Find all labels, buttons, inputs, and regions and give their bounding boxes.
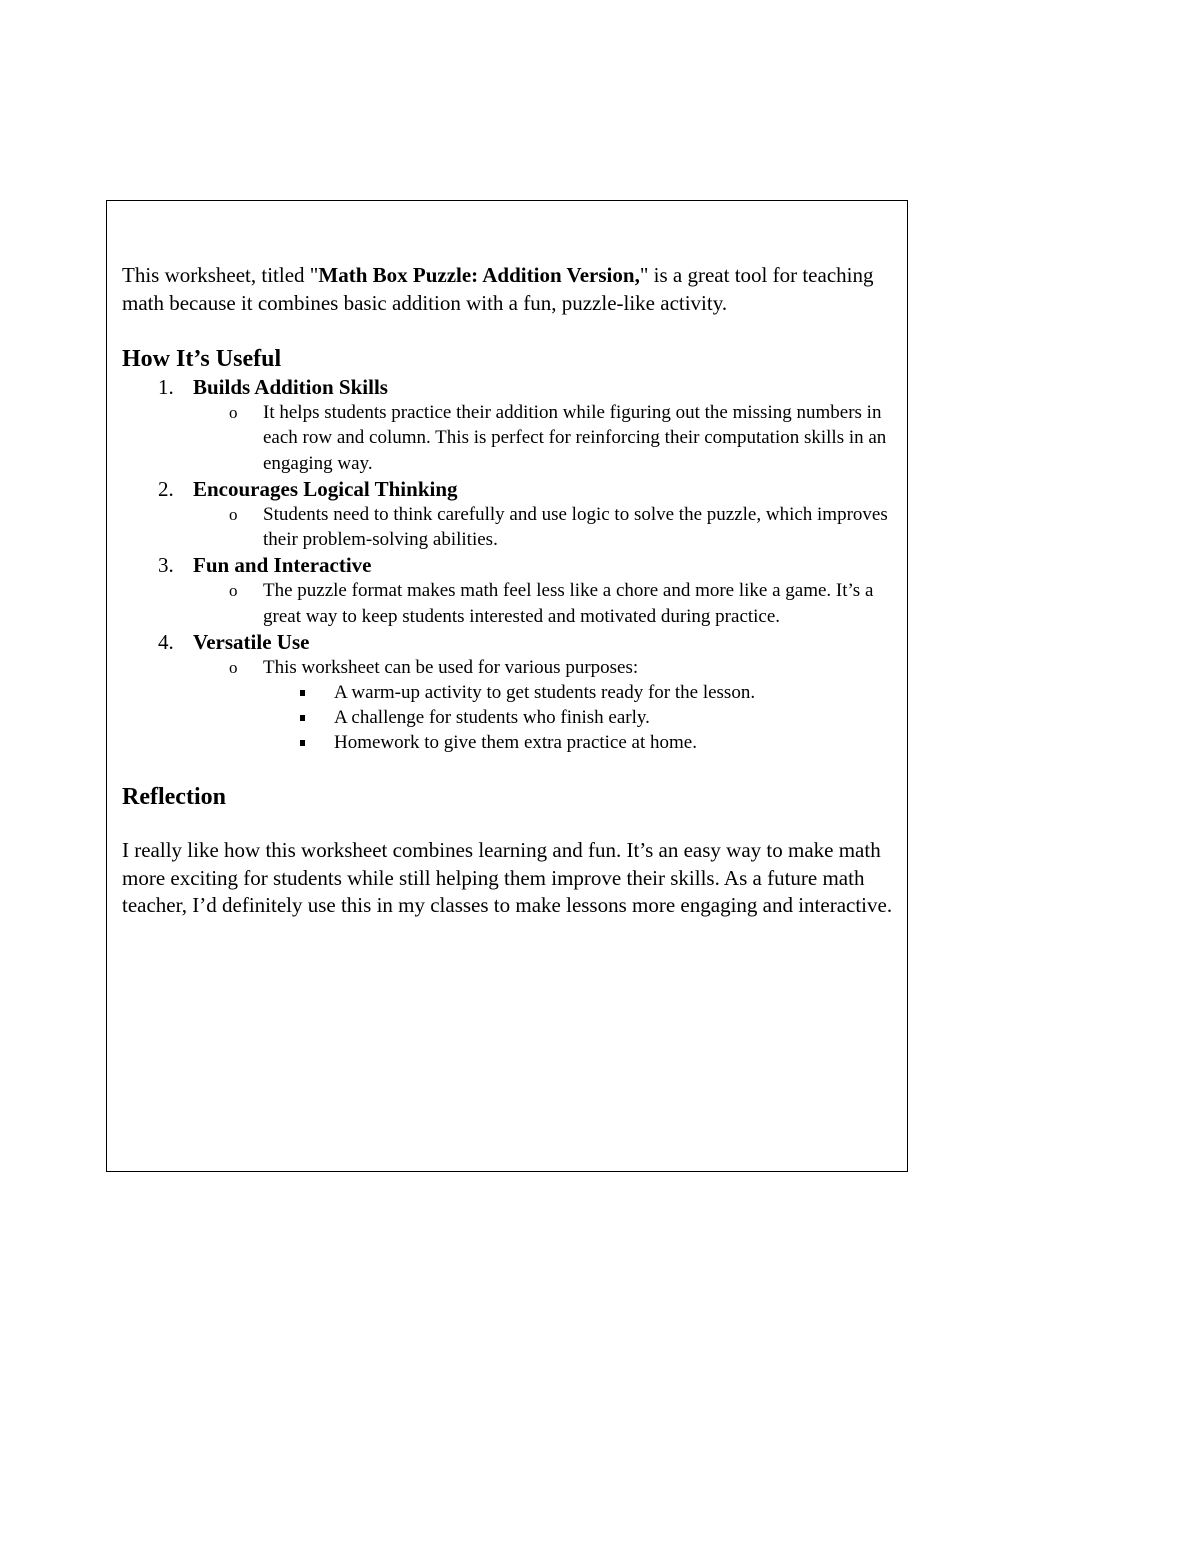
reflection-paragraph: I really like how this worksheet combines learning and fun. It’s an easy way to make math more exciting for students while still helping them improve their skills. As a future math teacher, I’d definitely use this in my classes to make lessons more engaging and interactive. [122, 838, 893, 918]
sub-list-item-text: This worksheet can be used for various purposes: [263, 657, 639, 679]
list-item-title-text: Fun and Interactive [193, 553, 372, 578]
sub-sub-list-item-text: A challenge for students who finish early. [334, 707, 650, 729]
sub-list-item-text: It helps students practice their addition while figuring out the missing numbers in each row and column. This is perfect for reinforcing their computation skills in an engaging way. [263, 402, 887, 474]
sub-list-item-text: Students need to think carefully and use logic to solve the puzzle, which improves their problem-solving abilities. [263, 503, 888, 551]
reflection-heading: Reflection [122, 784, 226, 811]
worksheet-title: Math Box Puzzle: Addition Version, [318, 263, 640, 287]
sub-list-item [122, 400, 894, 476]
sub-sub-list-item [122, 705, 894, 730]
circle-bullet-icon: o [229, 403, 238, 422]
usefulness-list [122, 374, 894, 755]
list-item-title [122, 629, 894, 655]
sub-list-item-text: The puzzle format makes math feel less like a chore and more like a game. It’s a great way to keep students interested and motivated during practice. [263, 580, 874, 627]
sub-sub-list [122, 680, 894, 755]
document-frame [106, 200, 908, 1172]
sub-list-item [122, 578, 894, 629]
list-item-title-text: Builds Addition Skills [193, 375, 388, 399]
circle-bullet-icon: o [229, 581, 238, 601]
list-item [122, 374, 894, 476]
square-bullet-icon [300, 740, 305, 746]
circle-bullet-icon: o [229, 504, 238, 524]
list-item [122, 476, 894, 553]
list-item-title [122, 552, 894, 578]
circle-bullet-icon: o [229, 658, 238, 678]
sub-list [122, 578, 894, 629]
list-item-number: 2. [158, 476, 174, 501]
intro-text-before: This worksheet, titled " [122, 263, 319, 287]
sub-list [122, 400, 894, 476]
intro-text-after: " is a great tool for teaching math because it combines basic addition with a fun, puzzle-like activity. [122, 263, 874, 315]
how-its-useful-heading: How It’s Useful [122, 346, 282, 372]
intro-paragraph [122, 261, 894, 317]
square-bullet-icon [300, 715, 305, 721]
list-item-number: 1. [158, 375, 174, 399]
list-item [122, 552, 894, 629]
sub-sub-list-item [122, 730, 894, 755]
list-item-title-text: Versatile Use [193, 630, 310, 655]
square-bullet-icon [300, 690, 305, 696]
list-item-title-text: Encourages Logical Thinking [193, 476, 458, 501]
list-item-title [122, 374, 894, 400]
list-item-number: 4. [158, 630, 174, 655]
sub-sub-list-item-text: A warm-up activity to get students ready for the lesson. [334, 682, 756, 704]
list-item-number: 3. [158, 553, 174, 578]
list-item [122, 629, 894, 755]
sub-list-item [122, 655, 894, 680]
sub-sub-list-item-text: Homework to give them extra practice at home. [334, 732, 697, 754]
document-content [122, 261, 894, 920]
sub-list [122, 502, 894, 553]
sub-list-item [122, 502, 894, 553]
list-item-title [122, 476, 894, 502]
sub-sub-list-item [122, 680, 894, 705]
sub-list [122, 655, 894, 680]
